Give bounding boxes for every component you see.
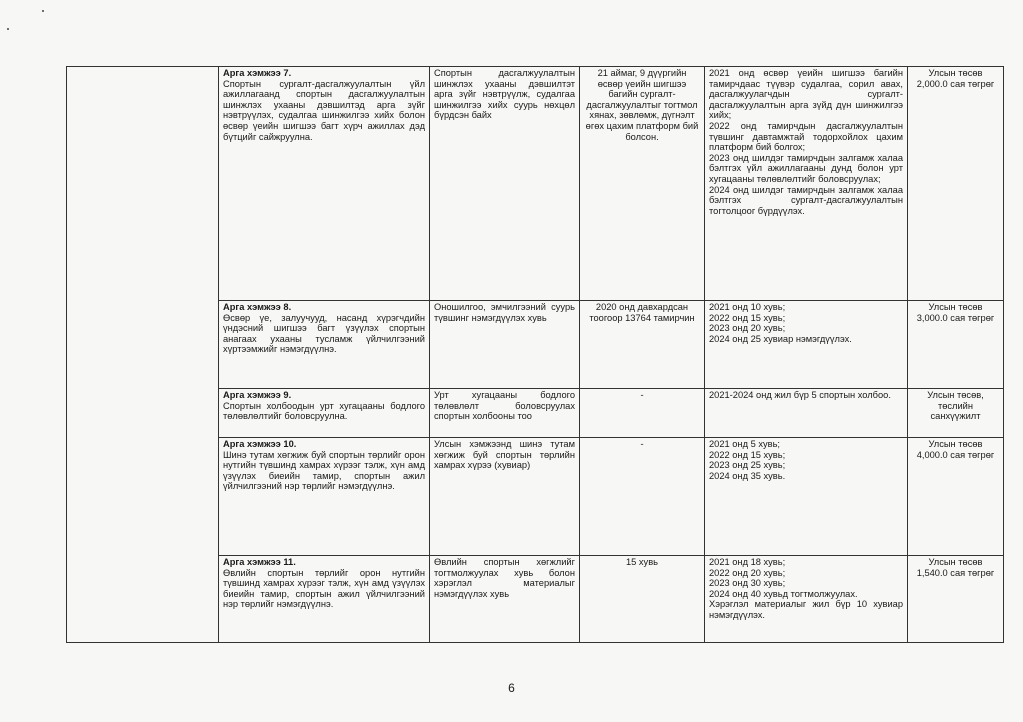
target-cell: 2021 онд 18 хувь; 2022 онд 20 хувь; 2023 онд 30 хувь; 2024 онд 40 хувьд тогтмолжуулах. Хэрэглэл материалыг жил бүр 10 хувиар нэмэгдүүлэх. — [705, 556, 908, 643]
target-cell: 2021 онд өсвөр үеийн шигшээ багийн тамирчдаас түүвэр судалгаа, сорил авах, дасгалжуулагчдын сургалт-дасгалжуулалтын арга зүйд дүн шинжилгээ хийх; 2022 онд тамирчдын дасгалжуулалтын түвшинг давтамжтай тодорхойлох цахим платформ бий болгох; 2023 онд шилдэг тамирчдын залгамж халаа бэлтгэх үйл ажиллагааны дунд болон урт хугацааны төлөвлөлтийг боловсруулах; 2024 онд шилдэг тамирчдын залгамж халаа бэлтгэх сургалт-дасгалжуулалтын тогтолцоог бүрдүүлэх. — [705, 67, 908, 301]
indicator-cell: Оношилгоо, эмчилгээний суурь түвшинг нэмэгдүүлэх хувь — [430, 301, 580, 389]
baseline-cell: 15 хувь — [580, 556, 705, 643]
action-plan-table — [66, 66, 1004, 643]
target-cell: 2021 онд 5 хувь; 2022 онд 15 хувь; 2023 онд 25 хувь; 2024 онд 35 хувь. — [705, 438, 908, 556]
measure-title: Арга хэмжээ 7. — [223, 68, 292, 78]
target-cell: 2021 онд 10 хувь; 2022 онд 15 хувь; 2023 онд 20 хувь; 2024 онд 25 хувиар нэмэгдүүлэх. — [705, 301, 908, 389]
measure-cell — [219, 301, 430, 389]
measure-title: Арга хэмжээ 11. — [223, 557, 296, 567]
baseline-cell: - — [580, 389, 705, 438]
indicator-cell: Спортын дасгалжуулалтын шинжлэх ухааны дэвшилтэт арга зүйг нэвтрүүлж, судалгаа шинжилгээ хийх суурь нөхцөл бүрдсэн байх — [430, 67, 580, 301]
funding-cell: Улсын төсөв 1,540.0 сая төгрөг — [908, 556, 1004, 643]
measure-cell — [219, 389, 430, 438]
baseline-cell: 21 аймаг, 9 дүүргийн өсвөр үеийн шигшээ багийн сургалт-дасгалжуулалтыг тогтмол хянах, зөвлөмж, дүгнэлт өгөх цахим платформ бий болсон. — [580, 67, 705, 301]
measure-text: Спортын холбоодын урт хугацааны бодлого төлөвлөлтийг боловсруулна. — [223, 400, 425, 422]
indicator-cell: Өвлийн спортын хөгжлийг тогтмолжуулах хувь болон хэрэглэл материалыг нэмэгдүүлэх хувь — [430, 556, 580, 643]
funding-cell: Улсын төсөв 2,000.0 сая төгрөг — [908, 67, 1004, 301]
measure-title: Арга хэмжээ 10. — [223, 439, 297, 449]
baseline-cell: - — [580, 438, 705, 556]
measure-text: Шинэ тутам хөгжиж буй спортын төрлийг орон нутгийн түвшинд хамрах хүрээг тэлж, хүн амд үзүүлэх биеийн тамир, спортын ажил үйлчилгээний нэр төрлийг нэмэгдүүлнэ. — [223, 449, 425, 492]
measure-cell — [219, 556, 430, 643]
measure-cell — [219, 67, 430, 301]
scan-speck — [7, 28, 9, 30]
target-cell: 2021-2024 онд жил бүр 5 спортын холбоо. — [705, 389, 908, 438]
measure-cell — [219, 438, 430, 556]
funding-cell: Улсын төсөв 4,000.0 сая төгрөг — [908, 438, 1004, 556]
indicator-cell: Урт хугацааны бодлого төлөвлөлт боловсруулах спортын холбооны тоо — [430, 389, 580, 438]
measure-text: Спортын сургалт-дасгалжуулалтын үйл ажиллагаанд спортын дасгалжуулалтын шинжлэх ухааны дэвшилтэд арга зүйг нэвтрүүлэх, судалгаа шинжилгээ хийх болон өсвөр үеийн шигшээ багт хүрч ажиллах дэд бүтцийг сайжруулна. — [223, 78, 425, 142]
baseline-cell: 2020 онд давхардсан тоогоор 13764 тамирчин — [580, 301, 705, 389]
table-row — [67, 67, 1004, 301]
funding-cell: Улсын төсөв 3,000.0 сая төгрөг — [908, 301, 1004, 389]
measure-title: Арга хэмжээ 9. — [223, 390, 292, 400]
left-merged-cell — [67, 67, 219, 643]
scan-speck — [42, 10, 44, 12]
measure-text: Өвлийн спортын төрлийг орон нутгийн түвшинд хамрах хүрээг тэлж, хүн амд үзүүлэх биеийн тамир, спортын ажил үйлчилгээний нэр төрлийг нэмэгдүүлнэ. — [223, 567, 425, 610]
funding-cell: Улсын төсөв, төслийн санхүүжилт — [908, 389, 1004, 438]
indicator-cell: Улсын хэмжээнд шинэ тутам хөгжиж буй спортын төрлийн хамрах хүрээ (хувиар) — [430, 438, 580, 556]
measure-text: Өсвөр үе, залуучууд, насанд хүрэгчдийн үндэсний шигшээ багт үзүүлэх спортын анагаах ухааны тусламж үйлчилгээний хүртээмжийг нэмэгдүүлнэ. — [223, 312, 425, 355]
page-number: 6 — [508, 681, 515, 695]
measure-title: Арга хэмжээ 8. — [223, 302, 292, 312]
